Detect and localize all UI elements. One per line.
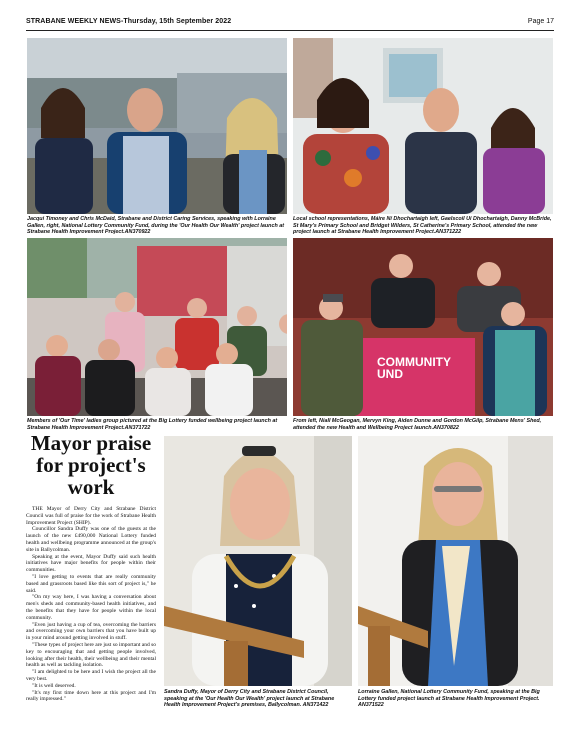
caption-photo-4: From left, Niall McGeogan, Mervyn King, Aiden Dunne and Gordon McGilp, Strabane Mens' Shed, attended the new Health and Wellbeing Project launch.AN370822 — [293, 418, 542, 431]
article-paragraph: "It's my first time down here at this project and I'm really impressed." — [26, 689, 156, 703]
photo-mayor-sandra-duffy — [164, 436, 352, 686]
article-paragraph: THE Mayor of Derry City and Strabane District Council was full of praise for the work of Strabane Health Improvement Project (SHIP). — [26, 506, 156, 526]
article-paragraph: Speaking at the event, Mayor Duffy said such health initiatives have major benefits for people within their communities. — [26, 553, 156, 574]
caption-photo-3: Members of 'Our Time' ladies group pictured at the Big Lottery funded wellbeing project launch at Strabane Health Improvement Project.AN371722 — [27, 418, 278, 431]
article-paragraph: "I am delighted to be here and I wish the project all the very best. — [26, 669, 156, 682]
caption-photo-2: Local school representations, Máire Ní Dhochartaigh left, Gaelscoil Uí Dhochartaigh, Danny McBride, St Mary's Primary School and Bridget Wilders, St Catherine's Primary School, attended the new project launch at Strabane Health Improvement Project.AN371222 — [293, 216, 552, 236]
article-paragraph: "These types of project here are just so important and so key to encouraging that and getting people involved, looking after their health, their wellbeing and their mental health as well as tackling isolation. — [26, 641, 156, 669]
photo-4-illustration — [293, 238, 553, 416]
photo-strabane-mens-shed — [293, 238, 553, 416]
page-number: Page 17 — [527, 18, 554, 25]
photo-3-illustration — [27, 238, 287, 416]
photo-lorraine-gallen — [358, 436, 553, 686]
photo-school-representatives — [293, 38, 553, 214]
page-header — [26, 14, 554, 31]
photo-our-time-ladies-group — [27, 238, 287, 416]
caption-photo-5: Sandra Duffy, Mayor of Derry City and Strabane District Council, speaking at the 'Our Health Our Wealth' project launch at Strabane Health Improvement Project's premises, Ballycolman. AN371422 — [164, 689, 335, 709]
photo-1-illustration — [27, 38, 287, 214]
photo-group-caring-services — [27, 38, 287, 214]
community-fund-banner-text: COMMUNITY UND — [377, 355, 451, 381]
article-body — [26, 506, 156, 703]
publication-line: STRABANE WEEKLY NEWS-Thursday, 15th September 2022 — [26, 18, 232, 25]
article-paragraph: "I love getting to events that are really community based and grassroots based like this sort of project is," he said. — [26, 573, 156, 594]
article-paragraph: "On my way here, I was having a conversation about men's sheds and community-based health initiatives, and the benefits that they have for people within the local community. — [26, 594, 156, 621]
caption-photo-1: Jacqui Timoney and Chris McDaid, Strabane and District Caring Services, speaking with Lorraine Gallen, right, National Lottery Community Fund, during the 'Our Health Our Wealth' project launch at Strabane Health Improvement Project.AN370922 — [27, 216, 285, 236]
article-paragraph: Councillor Sandra Duffy was one of the guests at the launch of the new £490,000 National Lottery funded health and wellbeing programme announced at the group's site in Ballycolman. — [26, 526, 156, 553]
photo-2-illustration — [293, 38, 553, 214]
article-paragraph: "It is well deserved. — [32, 682, 76, 689]
photo-5-illustration — [164, 436, 352, 686]
caption-photo-6: Lorraine Gallen, National Lottery Community Fund, speaking at the Big Lottery funded project launch at Strabane Health Improvement Project. AN371522 — [358, 689, 540, 709]
article-headline: Mayor praise for project's work — [30, 431, 152, 499]
article-paragraph: "Even just having a cup of tea, overcoming the barriers and overcoming your own barriers that you have built up in your mind around getting involved in stuff. — [26, 621, 156, 642]
photo-6-illustration — [358, 436, 553, 686]
